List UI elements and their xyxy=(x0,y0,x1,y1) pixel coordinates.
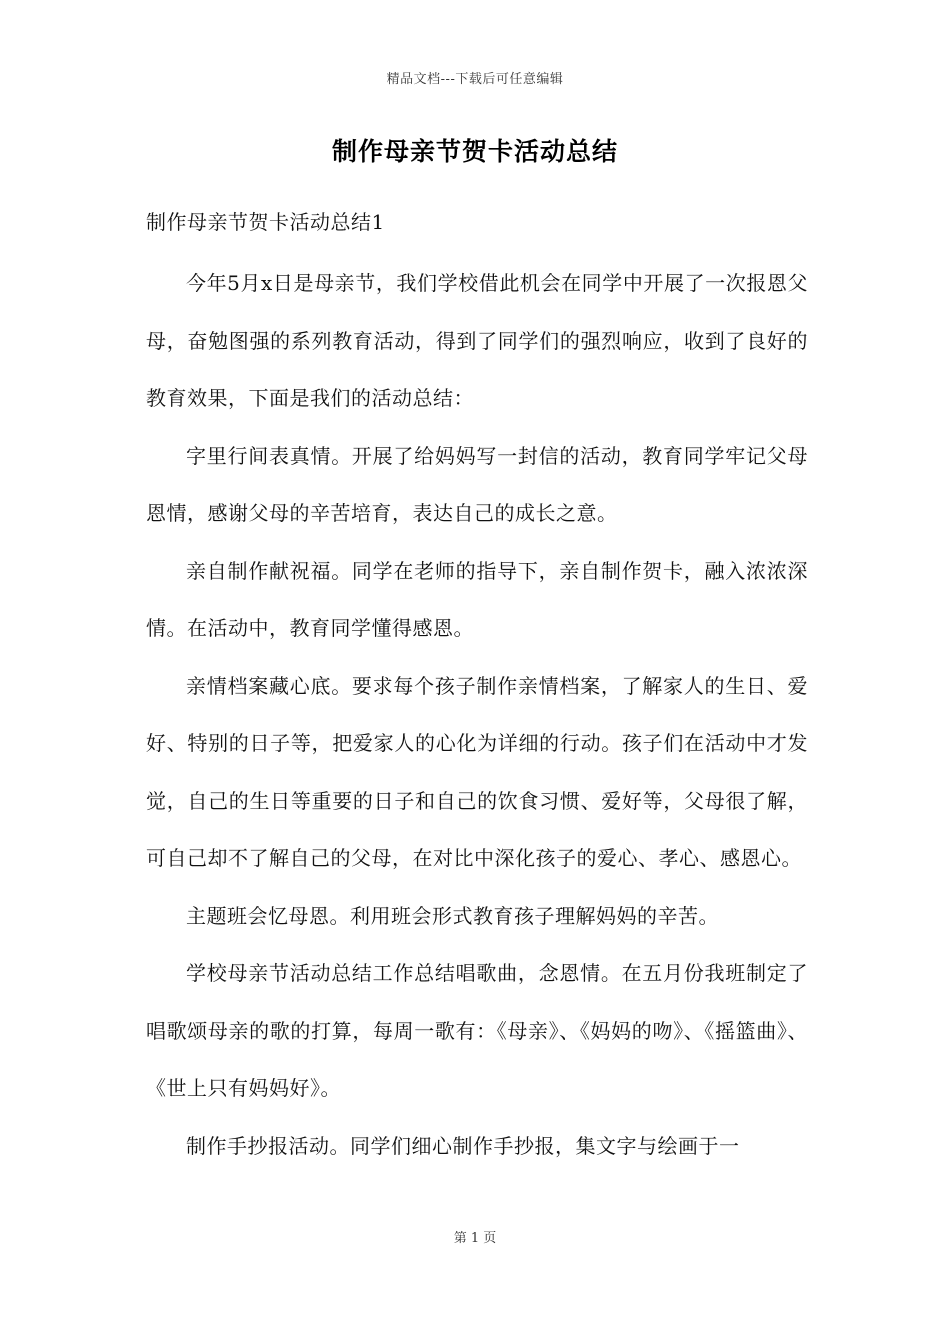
page-number: 第 1 页 xyxy=(453,1231,497,1246)
paragraph-intro: 今年5月x日是母亲节，我们学校借此机会在同学中开展了一次报恩父母，奋勉图强的系列教育活动，得到了同学们的强烈响应，收到了良好的教育效果，下面是我们的活动总结： xyxy=(146,271,808,410)
paragraph-family-archive: 亲情档案藏心底。要求每个孩子制作亲情档案，了解家人的生日、爱好、特别的日子等，把爱家人的心化为详细的行动。孩子们在活动中才发觉，自己的生日等重要的日子和自己的饮食习惯、爱好等，父母很了解，可自己却不了解自己的父母，在对比中深化孩子的爱心、孝心、感恩心。 xyxy=(146,673,808,870)
paragraph-songs: 学校母亲节活动总结工作总结唱歌曲，念恩情。在五月份我班制定了唱歌颂母亲的歌的打算，每周一歌有：《母亲》、《妈妈的吻》、《摇篮曲》、《世上只有妈妈好》。 xyxy=(146,961,808,1100)
paragraph-handwritten-newspaper: 制作手抄报活动。同学们细心制作手抄报，集文字与绘画于一 xyxy=(186,1133,740,1158)
document-header-note: 精品文档---下载后可任意编辑 xyxy=(386,72,564,87)
document-body xyxy=(146,255,808,1175)
paragraph-letter: 字里行间表真情。开展了给妈妈写一封信的活动，教育同学牢记父母恩情，感谢父母的辛苦培育，表达自己的成长之意。 xyxy=(146,443,808,525)
document-title: 制作母亲节贺卡活动总结 xyxy=(331,137,618,166)
paragraph-card: 亲自制作献祝福。同学在老师的指导下，亲自制作贺卡，融入浓浓深情。在活动中，教育同学懂得感恩。 xyxy=(146,558,808,640)
section-heading: 制作母亲节贺卡活动总结1 xyxy=(146,210,385,234)
paragraph-class-meeting: 主题班会忆母恩。利用班会形式教育孩子理解妈妈的辛苦。 xyxy=(186,903,719,928)
